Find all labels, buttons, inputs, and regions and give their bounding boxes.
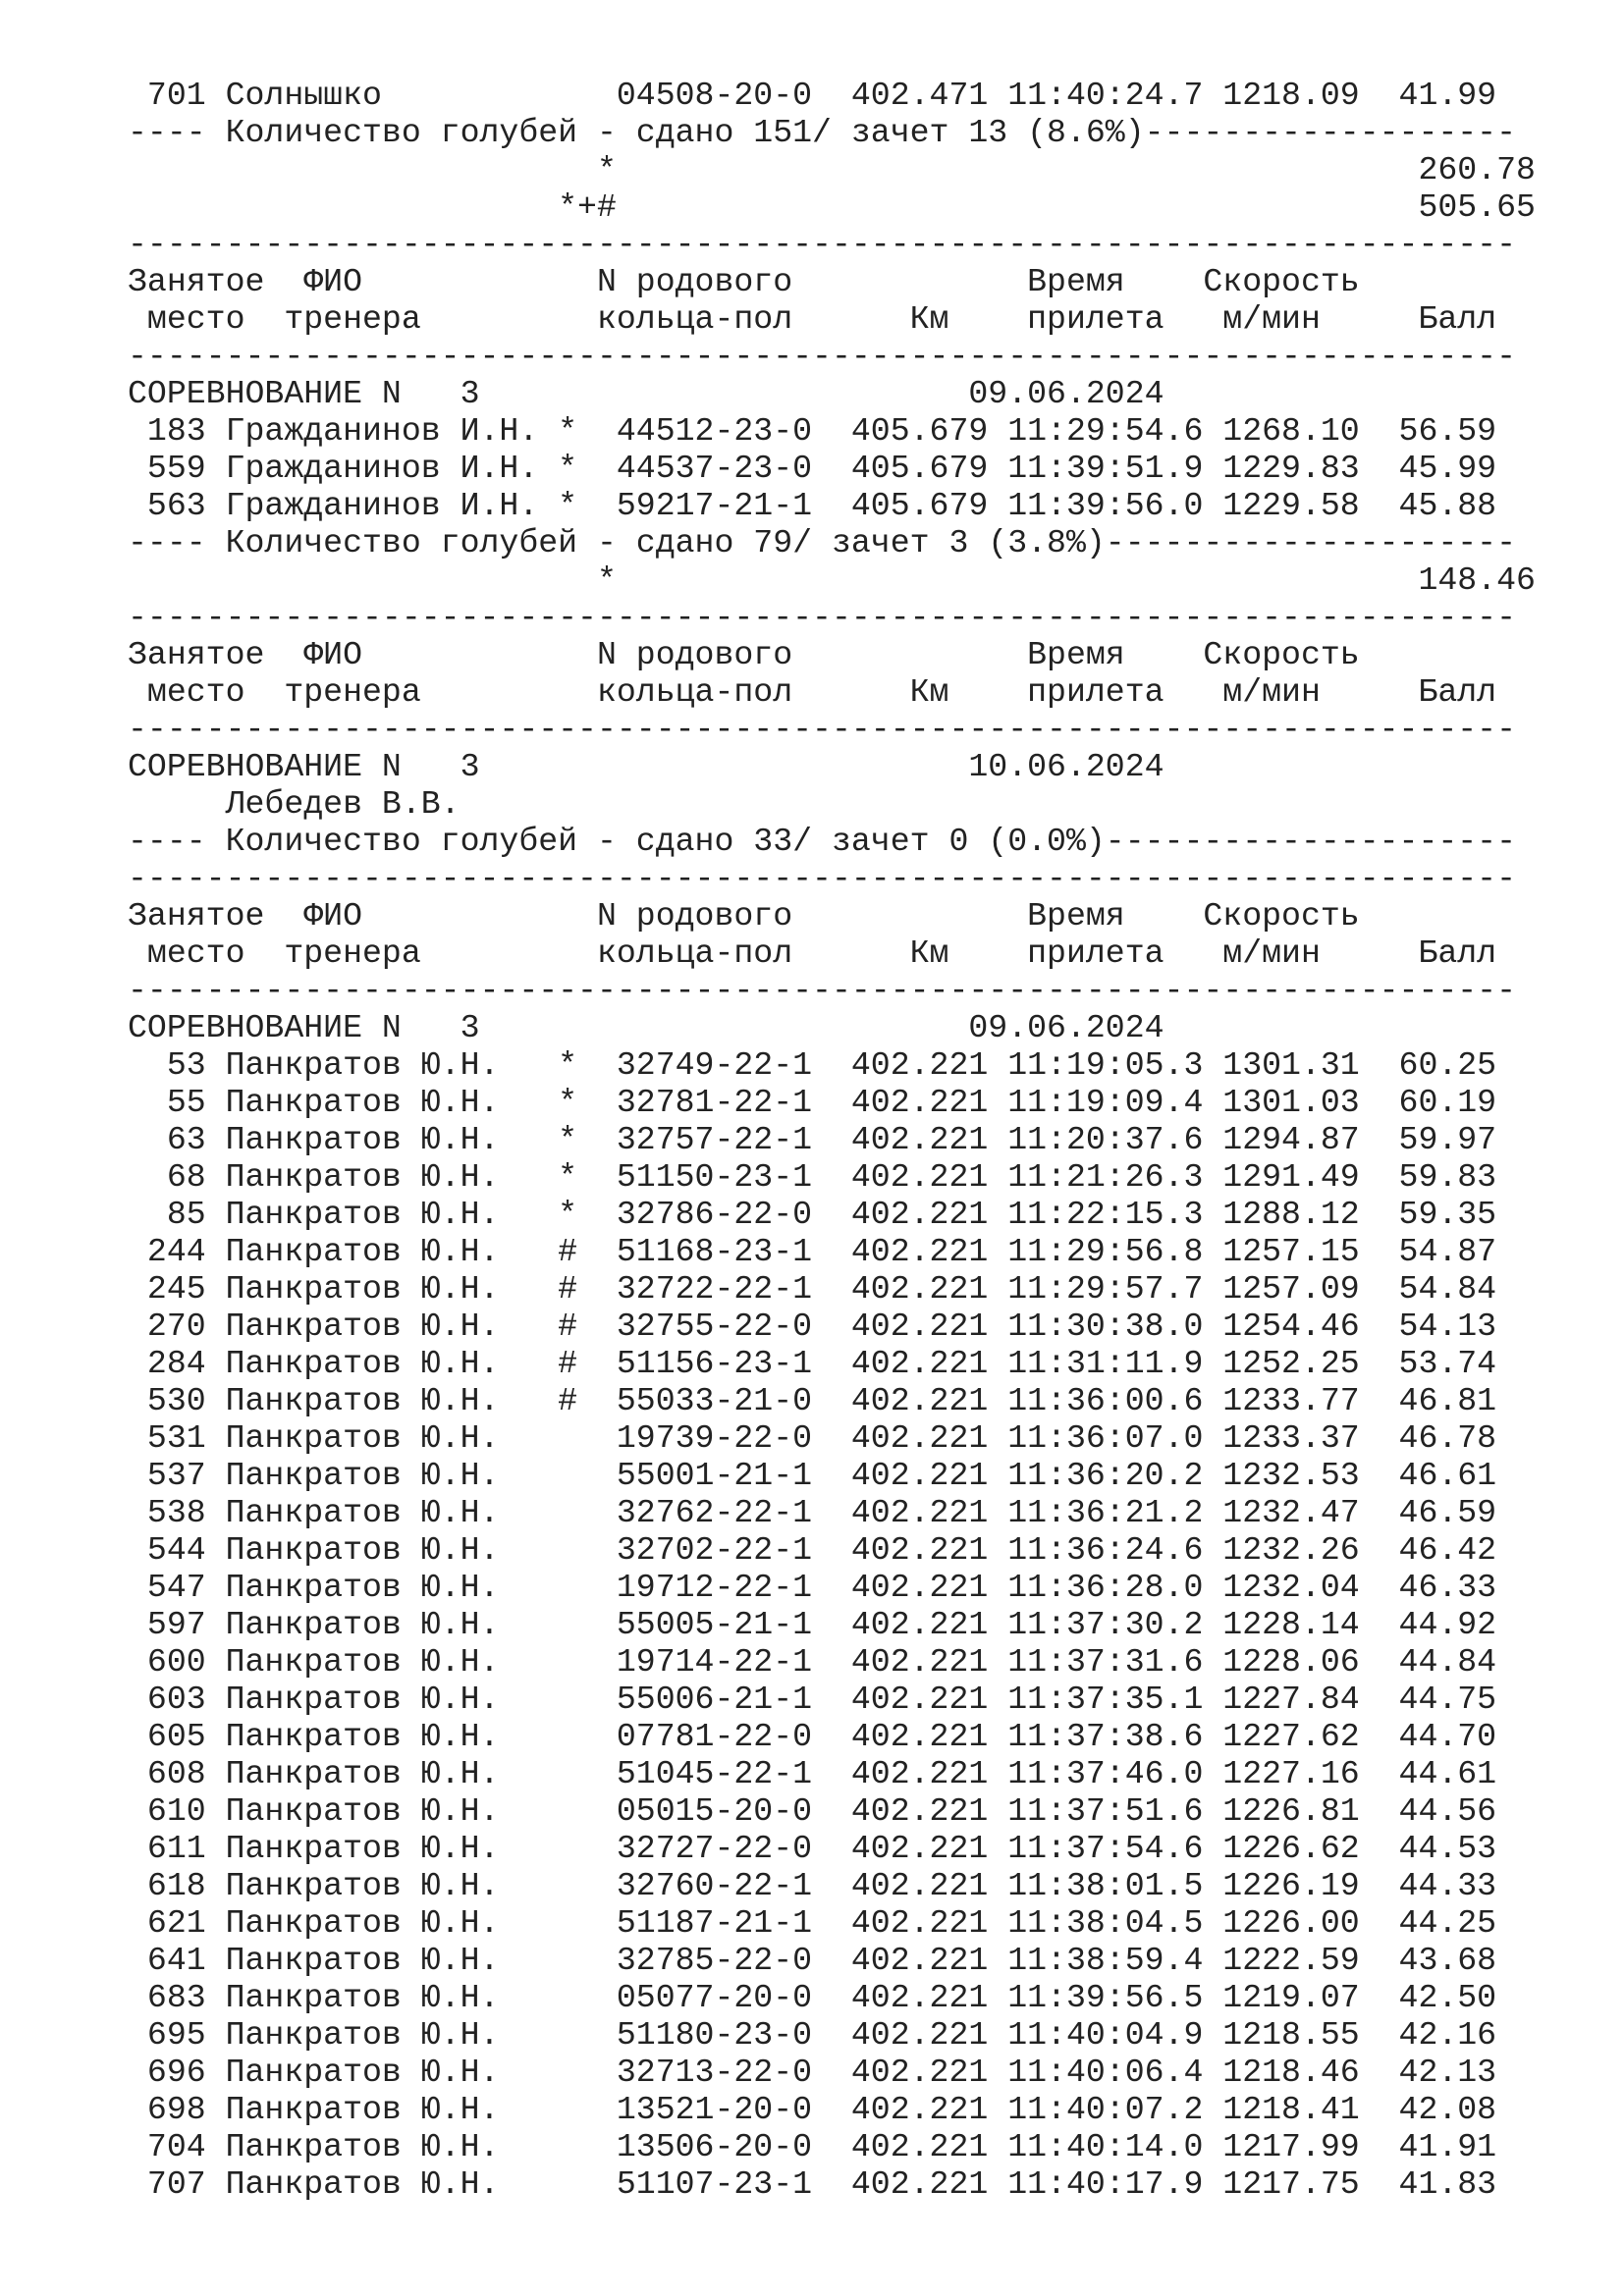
report-line: 55 Панкратов Ю.Н. * 32781-22-1 402.221 11:19:09.4 1301.03 60.19 — [128, 1084, 1497, 1121]
report-line: 618 Панкратов Ю.Н. 32760-22-1 402.221 11:38:01.5 1226.19 44.33 — [128, 1867, 1497, 1904]
report-line: 53 Панкратов Ю.Н. * 32749-22-1 402.221 11:19:05.3 1301.31 60.25 — [128, 1046, 1497, 1084]
report-line: 63 Панкратов Ю.Н. * 32757-22-1 402.221 11:20:37.6 1294.87 59.97 — [128, 1121, 1497, 1158]
report-line: ----------------------------------------------------------------------- — [128, 338, 1517, 375]
report-line: 683 Панкратов Ю.Н. 05077-20-0 402.221 11:39:56.5 1219.07 42.50 — [128, 1979, 1497, 2016]
report-line: СОРЕВНОВАНИЕ N 3 09.06.2024 — [128, 375, 1164, 412]
report-line: ----------------------------------------------------------------------- — [128, 860, 1517, 897]
report-line: 704 Панкратов Ю.Н. 13506-20-0 402.221 11:40:14.0 1217.99 41.91 — [128, 2128, 1497, 2165]
report-line: Занятое ФИО N родового Время Скорость — [128, 897, 1360, 934]
report-line: 707 Панкратов Ю.Н. 51107-23-1 402.221 11:40:17.9 1217.75 41.83 — [128, 2165, 1497, 2203]
report-line: Лебедев В.В. — [128, 785, 460, 823]
report-line: 611 Панкратов Ю.Н. 32727-22-0 402.221 11:37:54.6 1226.62 44.53 — [128, 1830, 1497, 1867]
report-line: 605 Панкратов Ю.Н. 07781-22-0 402.221 11:37:38.6 1227.62 44.70 — [128, 1718, 1497, 1755]
report-line: место тренера кольца-пол Км прилета м/мин Балл — [128, 300, 1497, 338]
report-line: место тренера кольца-пол Км прилета м/мин Балл — [128, 673, 1497, 711]
report-line: ----------------------------------------------------------------------- — [128, 226, 1517, 263]
report-line: ---- Количество голубей - сдано 79/ зачет 3 (3.8%)--------------------- — [128, 524, 1517, 561]
report-line: 621 Панкратов Ю.Н. 51187-21-1 402.221 11:38:04.5 1226.00 44.25 — [128, 1904, 1497, 1942]
report-line: *+# 505.65 — [128, 188, 1536, 226]
report-line: 244 Панкратов Ю.Н. # 51168-23-1 402.221 11:29:56.8 1257.15 54.87 — [128, 1233, 1497, 1270]
report-line: ----------------------------------------------------------------------- — [128, 711, 1517, 748]
report-line: ----------------------------------------------------------------------- — [128, 599, 1517, 636]
report-line: 284 Панкратов Ю.Н. # 51156-23-1 402.221 11:31:11.9 1252.25 53.74 — [128, 1345, 1497, 1382]
report-line: 597 Панкратов Ю.Н. 55005-21-1 402.221 11:37:30.2 1228.14 44.92 — [128, 1606, 1497, 1643]
report-line: 603 Панкратов Ю.Н. 55006-21-1 402.221 11:37:35.1 1227.84 44.75 — [128, 1681, 1497, 1718]
results-report — [128, 77, 1536, 2203]
report-line: 183 Гражданинов И.Н. * 44512-23-0 405.679 11:29:54.6 1268.10 56.59 — [128, 412, 1497, 450]
report-line: 698 Панкратов Ю.Н. 13521-20-0 402.221 11:40:07.2 1218.41 42.08 — [128, 2091, 1497, 2128]
report-line: ---- Количество голубей - сдано 151/ зачет 13 (8.6%)------------------- — [128, 114, 1517, 151]
report-line: СОРЕВНОВАНИЕ N 3 10.06.2024 — [128, 748, 1164, 785]
report-line: 563 Гражданинов И.Н. * 59217-21-1 405.679 11:39:56.0 1229.58 45.88 — [128, 487, 1497, 524]
report-line: СОРЕВНОВАНИЕ N 3 09.06.2024 — [128, 1009, 1164, 1046]
report-line: 537 Панкратов Ю.Н. 55001-21-1 402.221 11:36:20.2 1232.53 46.61 — [128, 1457, 1497, 1494]
report-line: * 260.78 — [128, 151, 1536, 188]
report-line: 68 Панкратов Ю.Н. * 51150-23-1 402.221 11:21:26.3 1291.49 59.83 — [128, 1158, 1497, 1196]
report-line: 701 Солнышко 04508-20-0 402.471 11:40:24.7 1218.09 41.99 — [128, 77, 1497, 114]
report-line: * 148.46 — [128, 561, 1536, 599]
report-line: 695 Панкратов Ю.Н. 51180-23-0 402.221 11:40:04.9 1218.55 42.16 — [128, 2016, 1497, 2054]
report-line: 544 Панкратов Ю.Н. 32702-22-1 402.221 11:36:24.6 1232.26 46.42 — [128, 1531, 1497, 1569]
report-line: 531 Панкратов Ю.Н. 19739-22-0 402.221 11:36:07.0 1233.37 46.78 — [128, 1419, 1497, 1457]
report-line: 245 Панкратов Ю.Н. # 32722-22-1 402.221 11:29:57.7 1257.09 54.84 — [128, 1270, 1497, 1308]
report-line: 641 Панкратов Ю.Н. 32785-22-0 402.221 11:38:59.4 1222.59 43.68 — [128, 1942, 1497, 1979]
report-line: 85 Панкратов Ю.Н. * 32786-22-0 402.221 11:22:15.3 1288.12 59.35 — [128, 1196, 1497, 1233]
report-line: ----------------------------------------------------------------------- — [128, 972, 1517, 1009]
report-line: 610 Панкратов Ю.Н. 05015-20-0 402.221 11:37:51.6 1226.81 44.56 — [128, 1792, 1497, 1830]
report-line: ---- Количество голубей - сдано 33/ зачет 0 (0.0%)--------------------- — [128, 823, 1517, 860]
report-line: 270 Панкратов Ю.Н. # 32755-22-0 402.221 11:30:38.0 1254.46 54.13 — [128, 1308, 1497, 1345]
report-line: Занятое ФИО N родового Время Скорость — [128, 263, 1360, 300]
report-line: 538 Панкратов Ю.Н. 32762-22-1 402.221 11:36:21.2 1232.47 46.59 — [128, 1494, 1497, 1531]
report-line: место тренера кольца-пол Км прилета м/мин Балл — [128, 934, 1497, 972]
report-line: 559 Гражданинов И.Н. * 44537-23-0 405.679 11:39:51.9 1229.83 45.99 — [128, 450, 1497, 487]
report-line: 547 Панкратов Ю.Н. 19712-22-1 402.221 11:36:28.0 1232.04 46.33 — [128, 1569, 1497, 1606]
report-line: Занятое ФИО N родового Время Скорость — [128, 636, 1360, 673]
report-line: 600 Панкратов Ю.Н. 19714-22-1 402.221 11:37:31.6 1228.06 44.84 — [128, 1643, 1497, 1681]
report-line: 608 Панкратов Ю.Н. 51045-22-1 402.221 11:37:46.0 1227.16 44.61 — [128, 1755, 1497, 1792]
report-line: 696 Панкратов Ю.Н. 32713-22-0 402.221 11:40:06.4 1218.46 42.13 — [128, 2054, 1497, 2091]
report-line: 530 Панкратов Ю.Н. # 55033-21-0 402.221 11:36:00.6 1233.77 46.81 — [128, 1382, 1497, 1419]
